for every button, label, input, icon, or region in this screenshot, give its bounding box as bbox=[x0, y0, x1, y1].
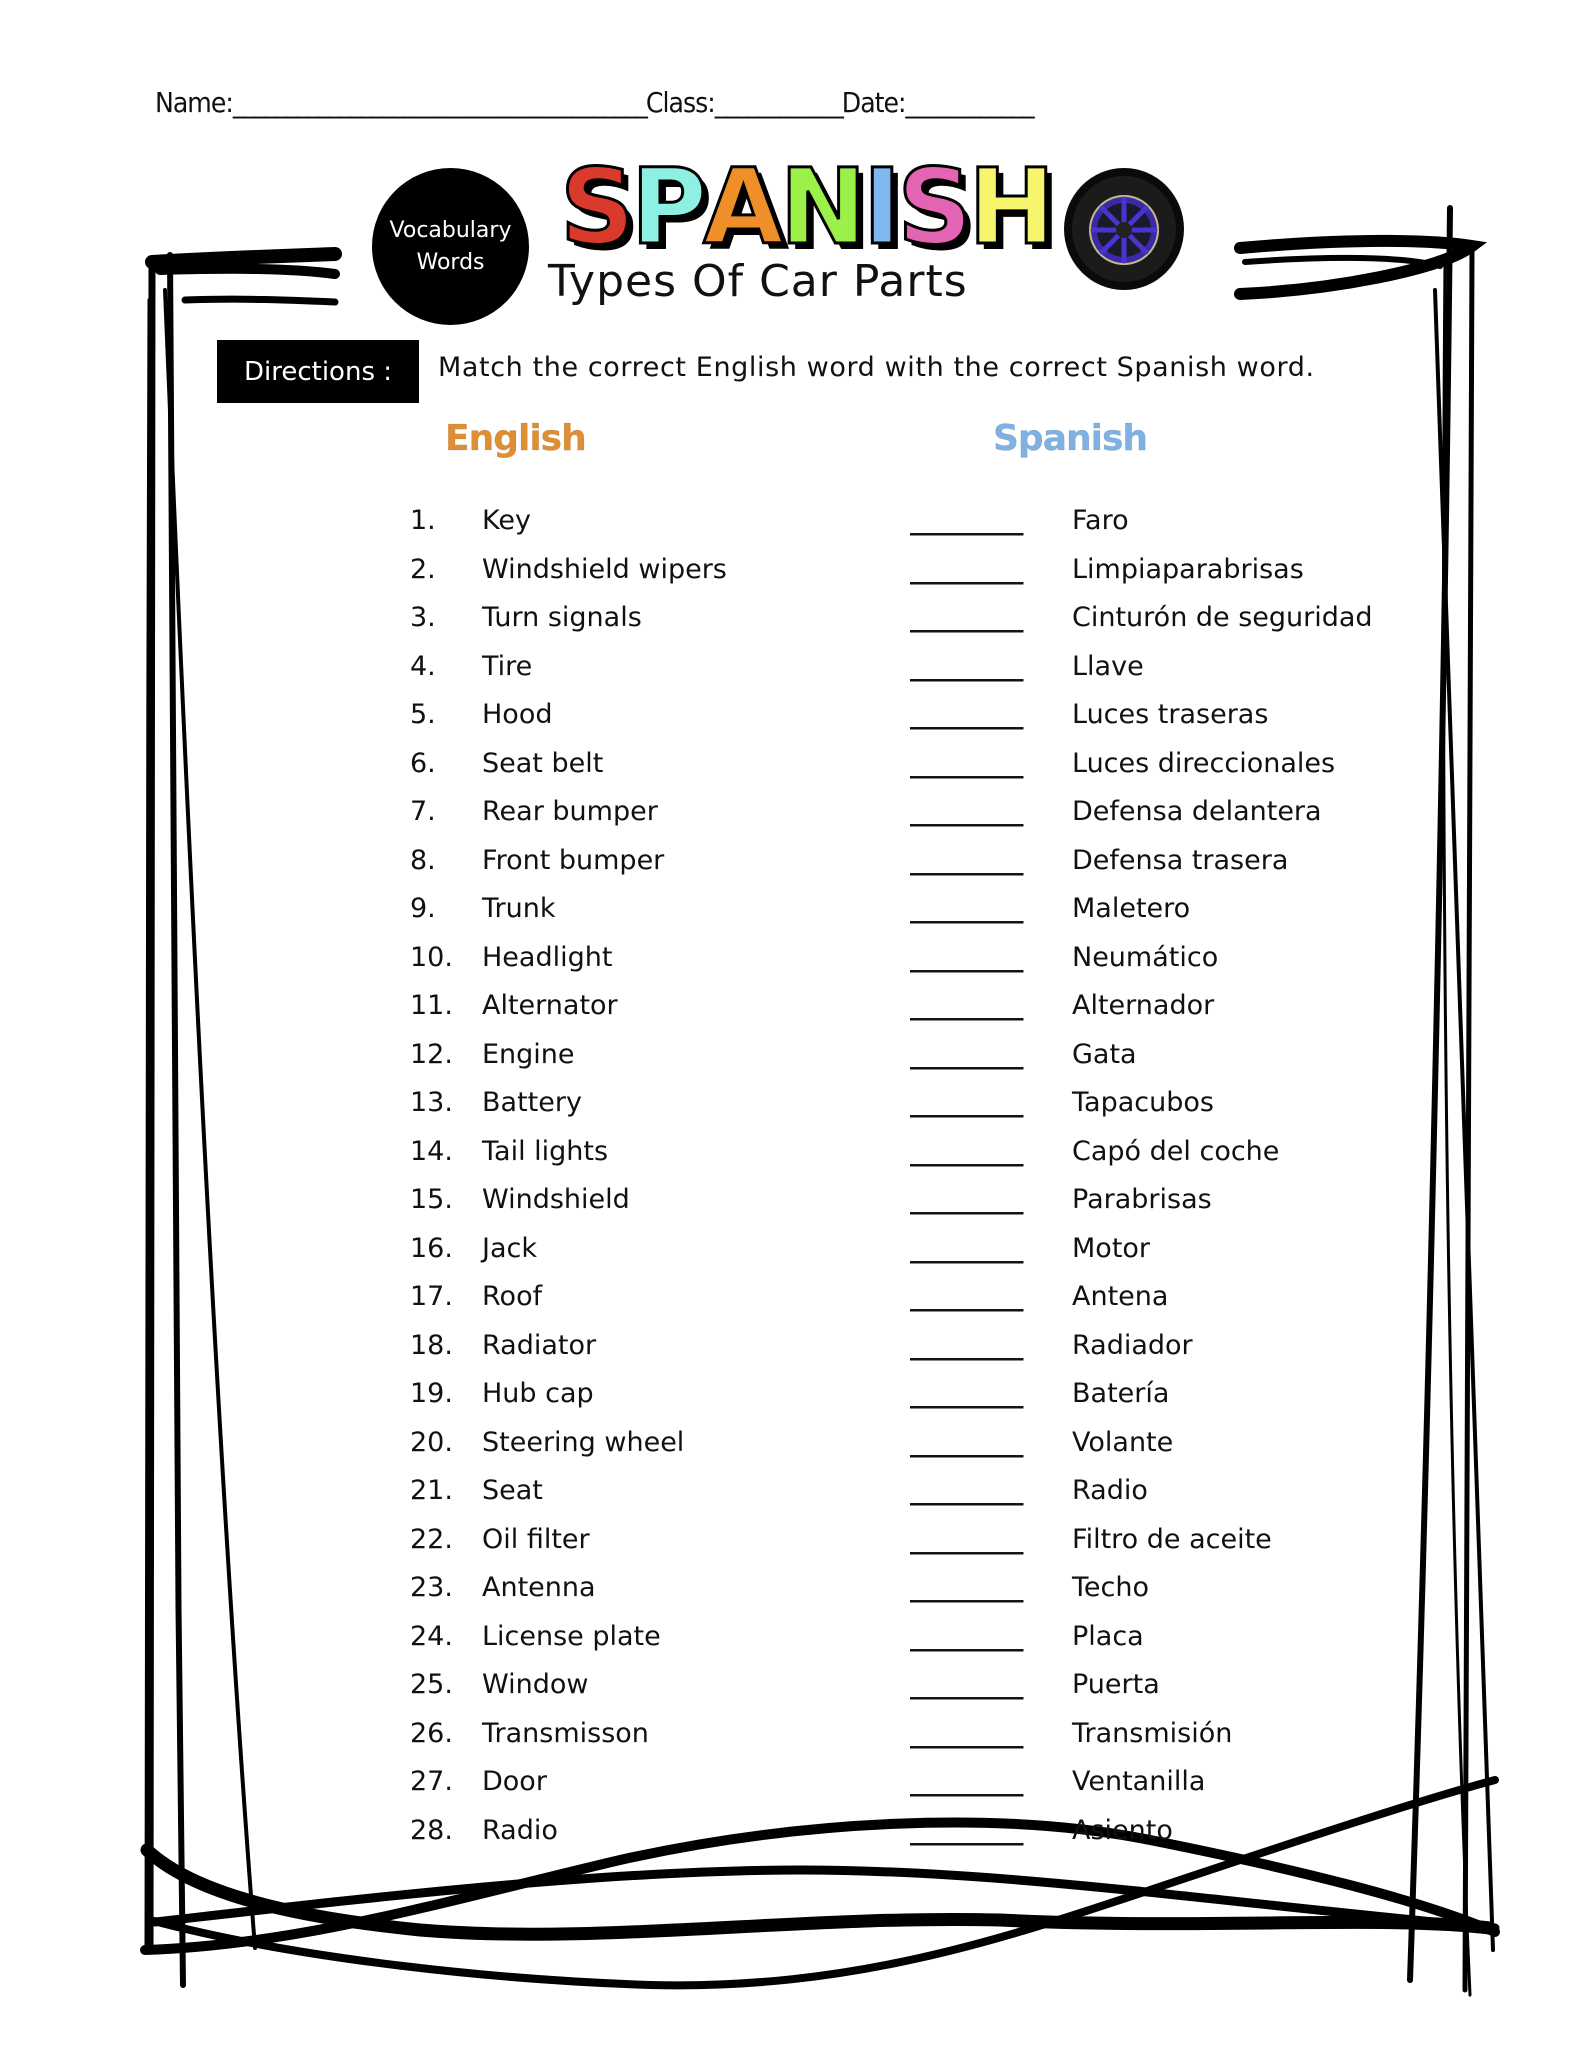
english-word: License plate bbox=[482, 1620, 661, 1652]
answer-blank[interactable]: _________ bbox=[910, 650, 1023, 682]
answer-blank[interactable]: _________ bbox=[910, 553, 1023, 585]
answer-blank[interactable]: _________ bbox=[910, 1717, 1023, 1749]
english-word: Engine bbox=[482, 1038, 575, 1070]
english-word: Radio bbox=[482, 1814, 558, 1846]
item-number: 25. bbox=[410, 1669, 453, 1700]
spanish-word: Transmisión bbox=[1072, 1717, 1233, 1749]
spanish-word: Volante bbox=[1072, 1426, 1174, 1458]
answer-blank[interactable]: _________ bbox=[910, 1475, 1023, 1506]
english-word: Hood bbox=[482, 699, 553, 730]
item-number: 23. bbox=[410, 1572, 453, 1603]
english-word: Battery bbox=[482, 1087, 582, 1118]
spanish-word: Defensa trasera bbox=[1072, 844, 1289, 876]
badge-line-1: Vocabulary bbox=[389, 217, 512, 243]
directions-text: Match the correct English word with the correct Spanish word. bbox=[438, 352, 1315, 383]
answer-blank[interactable]: _________ bbox=[910, 1814, 1023, 1846]
english-word: Jack bbox=[482, 1232, 537, 1264]
matching-row bbox=[0, 990, 1583, 1034]
matching-row bbox=[0, 505, 1583, 549]
spanish-word: Placa bbox=[1072, 1620, 1144, 1652]
english-word: Trunk bbox=[482, 893, 556, 924]
item-number: 27. bbox=[410, 1766, 453, 1797]
name-label: Name: bbox=[155, 86, 233, 119]
matching-row bbox=[0, 602, 1583, 646]
item-number: 12. bbox=[410, 1038, 453, 1070]
spanish-word: Defensa delantera bbox=[1072, 796, 1322, 827]
matching-row bbox=[0, 554, 1583, 598]
matching-row bbox=[0, 1281, 1583, 1325]
english-word: Windshield bbox=[482, 1184, 630, 1215]
english-word: Radiator bbox=[482, 1329, 597, 1361]
matching-row bbox=[0, 1427, 1583, 1471]
english-word: Key bbox=[482, 505, 531, 536]
english-word: Antenna bbox=[482, 1572, 596, 1603]
answer-blank[interactable]: _________ bbox=[910, 1232, 1023, 1264]
english-word: Seat belt bbox=[482, 747, 604, 779]
item-number: 7. bbox=[410, 796, 436, 827]
item-number: 26. bbox=[410, 1717, 453, 1749]
answer-blank[interactable]: _________ bbox=[910, 747, 1023, 779]
spanish-word: Motor bbox=[1072, 1232, 1151, 1264]
answer-blank[interactable]: _________ bbox=[910, 844, 1023, 876]
item-number: 15. bbox=[410, 1184, 453, 1215]
english-word: Hub cap bbox=[482, 1378, 594, 1409]
english-word: Front bumper bbox=[482, 844, 665, 876]
english-word: Transmisson bbox=[482, 1717, 649, 1749]
spanish-word: Gata bbox=[1072, 1038, 1137, 1070]
answer-blank[interactable]: _________ bbox=[910, 1281, 1023, 1312]
worksheet-subtitle: Types Of Car Parts bbox=[548, 256, 968, 307]
matching-row bbox=[0, 1524, 1583, 1568]
spanish-word: Faro bbox=[1072, 505, 1129, 536]
matching-row bbox=[0, 1815, 1583, 1859]
item-number: 19. bbox=[410, 1378, 453, 1409]
class-field[interactable]: ____________ bbox=[714, 86, 842, 119]
vocabulary-words-badge bbox=[372, 168, 529, 325]
answer-blank[interactable]: _________ bbox=[910, 1038, 1023, 1070]
car-wheel-icon bbox=[1062, 167, 1186, 291]
name-field[interactable]: _______________________________________ bbox=[232, 86, 646, 119]
item-number: 9. bbox=[410, 893, 436, 924]
spanish-word: Radiador bbox=[1072, 1329, 1193, 1361]
answer-blank[interactable]: _________ bbox=[910, 1087, 1023, 1118]
matching-row bbox=[0, 1039, 1583, 1083]
item-number: 18. bbox=[410, 1329, 453, 1361]
directions-label: Directions : bbox=[217, 340, 419, 403]
item-number: 13. bbox=[410, 1087, 453, 1118]
spanish-word: Techo bbox=[1072, 1572, 1149, 1603]
answer-blank[interactable]: _________ bbox=[910, 1572, 1023, 1603]
item-number: 24. bbox=[410, 1620, 453, 1652]
title-letter: S bbox=[560, 146, 631, 268]
matching-row bbox=[0, 1233, 1583, 1277]
spanish-word: Asiento bbox=[1072, 1814, 1173, 1846]
item-number: 11. bbox=[410, 990, 453, 1021]
matching-row bbox=[0, 796, 1583, 840]
answer-blank[interactable]: _________ bbox=[910, 699, 1023, 730]
title-letter: I bbox=[862, 146, 898, 268]
answer-blank[interactable]: _________ bbox=[910, 505, 1023, 536]
matching-row bbox=[0, 942, 1583, 986]
item-number: 8. bbox=[410, 844, 436, 876]
badge-line-2: Words bbox=[416, 249, 485, 275]
english-word: Turn signals bbox=[482, 602, 642, 633]
answer-blank[interactable]: _________ bbox=[910, 990, 1023, 1021]
item-number: 21. bbox=[410, 1475, 453, 1506]
english-word: Seat bbox=[482, 1475, 543, 1506]
answer-blank[interactable]: _________ bbox=[910, 893, 1023, 924]
answer-blank[interactable]: _________ bbox=[910, 1329, 1023, 1361]
answer-blank[interactable]: _________ bbox=[910, 1378, 1023, 1409]
matching-row bbox=[0, 845, 1583, 889]
item-number: 16. bbox=[410, 1232, 453, 1264]
matching-row bbox=[0, 1572, 1583, 1616]
spanish-word: Luces direccionales bbox=[1072, 747, 1336, 779]
spanish-word: Cinturón de seguridad bbox=[1072, 602, 1373, 633]
matching-row bbox=[0, 748, 1583, 792]
matching-row bbox=[0, 1621, 1583, 1665]
item-number: 4. bbox=[410, 650, 436, 682]
item-number: 22. bbox=[410, 1523, 453, 1555]
spanish-word: Luces traseras bbox=[1072, 699, 1269, 730]
title-letter: P bbox=[630, 146, 704, 268]
class-label: Class: bbox=[645, 86, 715, 119]
english-word: Windshield wipers bbox=[482, 553, 727, 585]
item-number: 1. bbox=[410, 505, 436, 536]
matching-row bbox=[0, 893, 1583, 937]
spanish-column-heading: Spanish bbox=[993, 418, 1148, 459]
english-word: Roof bbox=[482, 1281, 543, 1312]
date-field[interactable]: ____________ bbox=[905, 86, 1033, 119]
item-number: 17. bbox=[410, 1281, 453, 1312]
matching-row bbox=[0, 651, 1583, 695]
english-word: Oil filter bbox=[482, 1523, 590, 1555]
english-word: Headlight bbox=[482, 941, 613, 973]
spanish-word: Maletero bbox=[1072, 893, 1191, 924]
item-number: 6. bbox=[410, 747, 436, 779]
spanish-word: Puerta bbox=[1072, 1669, 1160, 1700]
item-number: 14. bbox=[410, 1135, 453, 1167]
matching-row bbox=[0, 1087, 1583, 1131]
item-number: 3. bbox=[410, 602, 436, 633]
spanish-word: Capó del coche bbox=[1072, 1135, 1280, 1167]
english-word: Rear bumper bbox=[482, 796, 658, 827]
spanish-word: Filtro de aceite bbox=[1072, 1523, 1272, 1555]
matching-row bbox=[0, 1718, 1583, 1762]
matching-row bbox=[0, 1330, 1583, 1374]
english-word: Door bbox=[482, 1766, 547, 1797]
title-letter: S bbox=[897, 146, 969, 268]
answer-blank[interactable]: _________ bbox=[910, 602, 1023, 633]
spanish-word: Tapacubos bbox=[1072, 1087, 1214, 1118]
item-number: 20. bbox=[410, 1426, 453, 1458]
matching-row bbox=[0, 1669, 1583, 1713]
english-word: Window bbox=[482, 1669, 589, 1700]
answer-blank[interactable]: _________ bbox=[910, 1620, 1023, 1652]
english-word: Steering wheel bbox=[482, 1426, 685, 1458]
item-number: 2. bbox=[410, 553, 436, 585]
spanish-word: Limpiaparabrisas bbox=[1072, 553, 1304, 585]
item-number: 5. bbox=[410, 699, 436, 730]
spanish-word: Batería bbox=[1072, 1378, 1170, 1409]
title-letter: A bbox=[703, 146, 780, 268]
matching-row bbox=[0, 1184, 1583, 1228]
answer-blank[interactable]: _________ bbox=[910, 1135, 1023, 1167]
answer-blank[interactable]: _________ bbox=[910, 1766, 1023, 1797]
student-info-line bbox=[155, 86, 1033, 119]
answer-blank[interactable]: _________ bbox=[910, 1184, 1023, 1215]
answer-blank[interactable]: _________ bbox=[910, 941, 1023, 973]
item-number: 28. bbox=[410, 1814, 453, 1846]
title-letter: H bbox=[968, 146, 1052, 268]
answer-blank[interactable]: _________ bbox=[910, 1669, 1023, 1700]
spanish-word: Neumático bbox=[1072, 941, 1219, 973]
spanish-word: Antena bbox=[1072, 1281, 1169, 1312]
title-letter: N bbox=[779, 146, 863, 268]
matching-row bbox=[0, 1475, 1583, 1519]
spanish-word: Llave bbox=[1072, 650, 1144, 682]
answer-blank[interactable]: _________ bbox=[910, 796, 1023, 827]
english-word: Tail lights bbox=[482, 1135, 609, 1167]
english-word: Alternator bbox=[482, 990, 618, 1021]
matching-row bbox=[0, 1378, 1583, 1422]
answer-blank[interactable]: _________ bbox=[910, 1426, 1023, 1458]
english-column-heading: English bbox=[445, 418, 586, 459]
spanish-word: Ventanilla bbox=[1072, 1766, 1206, 1797]
matching-row bbox=[0, 1766, 1583, 1810]
spanish-word: Alternador bbox=[1072, 990, 1215, 1021]
english-word: Tire bbox=[482, 650, 533, 682]
answer-blank[interactable]: _________ bbox=[910, 1523, 1023, 1555]
spanish-word: Parabrisas bbox=[1072, 1184, 1212, 1215]
spanish-word: Radio bbox=[1072, 1475, 1148, 1506]
matching-row bbox=[0, 1136, 1583, 1180]
matching-row bbox=[0, 699, 1583, 743]
date-label: Date: bbox=[841, 86, 906, 119]
item-number: 10. bbox=[410, 941, 453, 973]
spanish-title bbox=[560, 146, 1052, 268]
